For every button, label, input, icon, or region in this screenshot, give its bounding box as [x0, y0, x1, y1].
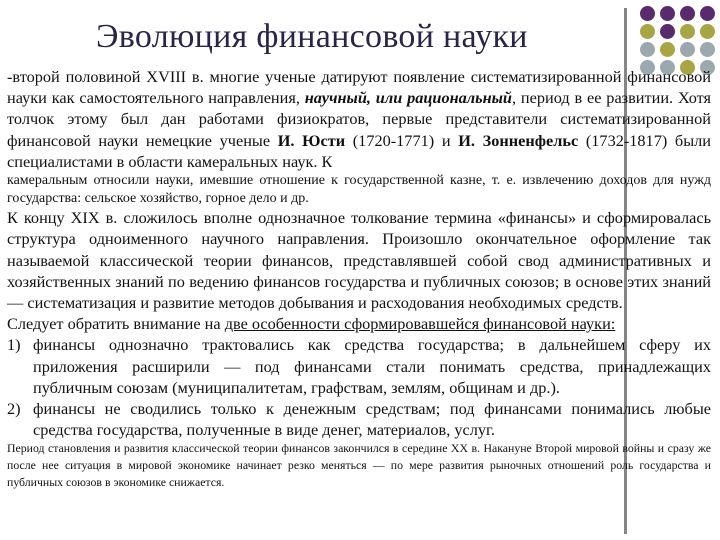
- paragraph-intro: [7, 66, 711, 172]
- list-number-2: 2): [7, 399, 21, 419]
- list-number-1: 1): [7, 335, 21, 355]
- name-justi: И. Юсти: [277, 130, 346, 150]
- paragraph-cameral: камеральным относили науки, имевшие отношение к государственной казне, т. е. извлечению доходов для нужд государства: сельское хозяйство, горное дело и др.: [7, 173, 711, 206]
- decorative-dot: [700, 24, 715, 39]
- intro-text-1: -второй половиной XVIII в. многие ученые датируют появление систематизированной финансовой науки как самостоятельного направления,: [7, 67, 711, 108]
- list-text-2: финансы не сводились только к денежным средствам; под финансами понимались любые средства государства, полученные в виде денег, материалов, услуг.: [33, 399, 711, 440]
- features-underlined-text: две особенности сформировавшейся финансовой науки:: [224, 314, 616, 334]
- paragraph-features-lead: [7, 313, 711, 334]
- decorative-dot: [660, 6, 675, 21]
- decorative-dot: [680, 6, 695, 21]
- decorative-dot: [640, 6, 655, 21]
- list-text-1: финансы однозначно трактовались как средства государства; в дальнейшем сферу их приложения расширили — под финансами стали понимать средства, принадлежащих публичным союзам (муниципалитетам, графствам, землям, общинам и др.).: [33, 335, 711, 397]
- decorative-dot: [640, 24, 655, 39]
- list-item-2: [7, 398, 711, 440]
- list-item-1: [7, 334, 711, 398]
- decorative-dot: [700, 42, 715, 57]
- intro-emphasis-period: научный, или рациональный: [304, 88, 512, 108]
- paragraph-classical-theory: К концу XIX в. сложилось вполне однозначное толкование термина «финансы» и сформировалась структура одноименного научного направления. Произошло окончательное оформление так называемой классической теории финансов, представлявшей собой свод административных и хозяйственных знаний по ведению финансов государства и публичных союзов; в основе этих знаний — систематизация и развитие методов добывания и расходования необходимых средств.: [7, 208, 711, 313]
- decorative-dot: [660, 42, 675, 57]
- decorative-dot: [660, 24, 675, 39]
- name-sonnenfels: И. Зонненфельс: [458, 130, 579, 150]
- decorative-dot: [680, 24, 695, 39]
- features-lead-text: Следует обратить внимание на: [7, 314, 225, 334]
- decorative-dot: [700, 6, 715, 21]
- intro-text-3: (1720-1771) и: [345, 130, 459, 150]
- slide-title: Эволюция финансовой науки: [96, 18, 528, 55]
- paragraph-conclusion: Период становления и развития классической теории финансов закончился в середине XX в. Накануне Второй мировой войны и сразу же после нее ситуация в мировой экономике начинает резко меняться — по мере развития рыночных отношений роль государства и публичных союзов в экономике снижается.: [7, 441, 711, 490]
- intro-text-4: (1732-1817) были специалистами в области камеральных наук. К: [7, 130, 711, 171]
- decorative-dot: [680, 42, 695, 57]
- slide-body: [7, 66, 711, 491]
- decorative-dot: [640, 42, 655, 57]
- intro-text-2: , период в ее развитии. Хотя толчок этому был дан работами физиократов, первые представители систематизированной финансовой науки немецкие ученые: [7, 88, 712, 150]
